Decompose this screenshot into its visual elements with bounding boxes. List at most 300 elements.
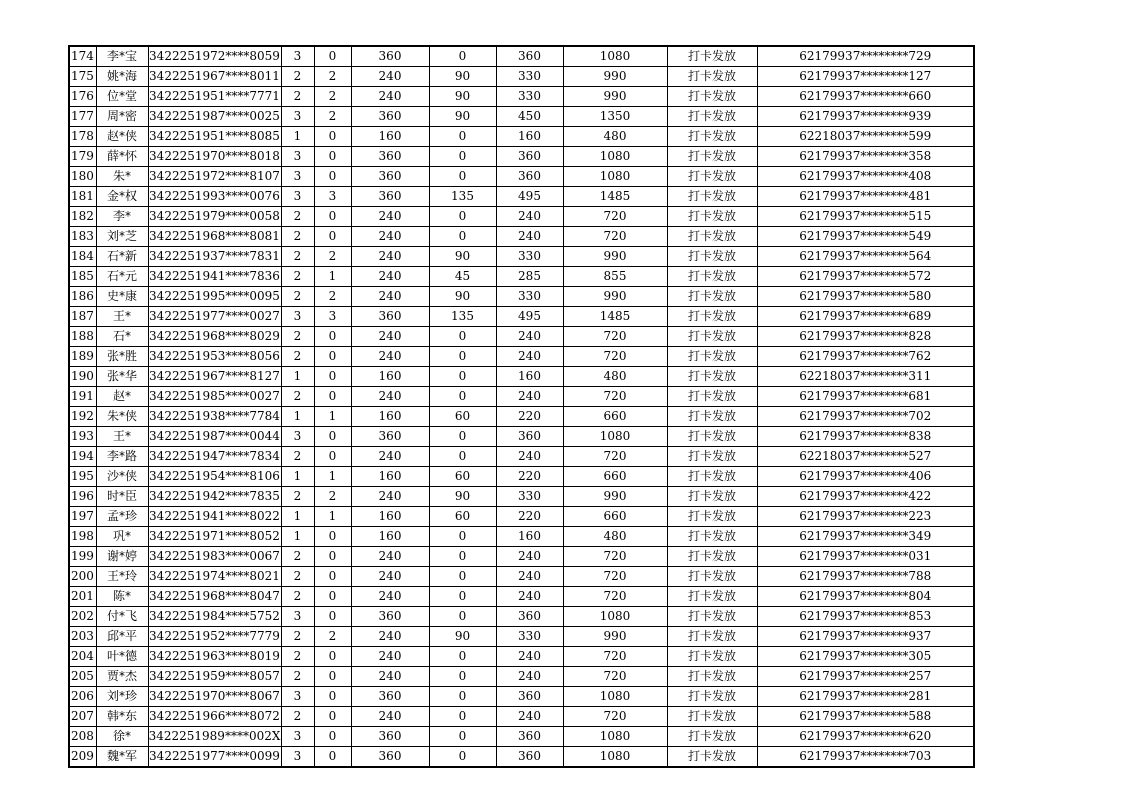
amount-e-cell: 240 (496, 387, 563, 407)
table-row (69, 307, 974, 327)
count-b-cell: 1 (314, 267, 351, 287)
count-a-cell: 3 (281, 307, 314, 327)
amount-e-cell: 360 (496, 607, 563, 627)
amount-d-cell: 135 (429, 307, 496, 327)
count-b-cell: 0 (314, 607, 351, 627)
payment-method-cell: 打卡发放 (667, 227, 757, 247)
payment-method-cell: 打卡发放 (667, 447, 757, 467)
row-number-cell: 182 (69, 207, 96, 227)
count-a-cell: 1 (281, 467, 314, 487)
amount-c-cell: 160 (351, 527, 429, 547)
table-row (69, 367, 974, 387)
payment-method-cell: 打卡发放 (667, 387, 757, 407)
count-b-cell: 3 (314, 307, 351, 327)
amount-e-cell: 495 (496, 187, 563, 207)
count-b-cell: 0 (314, 327, 351, 347)
payment-method-cell: 打卡发放 (667, 667, 757, 687)
amount-total-cell: 720 (563, 667, 667, 687)
id-number-cell: 3422251942****7835 (148, 487, 281, 507)
amount-e-cell: 330 (496, 627, 563, 647)
row-number-cell: 175 (69, 67, 96, 87)
amount-total-cell: 720 (563, 387, 667, 407)
id-number-cell: 3422251972****8107 (148, 167, 281, 187)
table-row (69, 447, 974, 467)
table-row (69, 487, 974, 507)
amount-c-cell: 240 (351, 707, 429, 727)
amount-c-cell: 160 (351, 127, 429, 147)
payment-method-cell: 打卡发放 (667, 367, 757, 387)
amount-e-cell: 240 (496, 227, 563, 247)
person-name-cell: 李*路 (96, 447, 148, 467)
amount-e-cell: 240 (496, 647, 563, 667)
id-number-cell: 3422251995****0095 (148, 287, 281, 307)
table-row (69, 387, 974, 407)
payment-method-cell: 打卡发放 (667, 647, 757, 667)
amount-d-cell: 0 (429, 567, 496, 587)
amount-d-cell: 90 (429, 627, 496, 647)
amount-total-cell: 1080 (563, 46, 667, 67)
card-number-cell: 62179937********305 (757, 647, 974, 667)
amount-c-cell: 160 (351, 467, 429, 487)
count-b-cell: 2 (314, 627, 351, 647)
table-row (69, 607, 974, 627)
count-a-cell: 2 (281, 567, 314, 587)
person-name-cell: 李*宝 (96, 46, 148, 67)
amount-e-cell: 240 (496, 587, 563, 607)
id-number-cell: 3422251959****8057 (148, 667, 281, 687)
payment-method-cell: 打卡发放 (667, 707, 757, 727)
amount-d-cell: 0 (429, 227, 496, 247)
amount-c-cell: 360 (351, 147, 429, 167)
id-number-cell: 3422251963****8019 (148, 647, 281, 667)
count-a-cell: 2 (281, 707, 314, 727)
table-row (69, 227, 974, 247)
amount-e-cell: 240 (496, 667, 563, 687)
id-number-cell: 3422251967****8127 (148, 367, 281, 387)
row-number-cell: 190 (69, 367, 96, 387)
count-a-cell: 3 (281, 727, 314, 747)
table-row (69, 507, 974, 527)
count-a-cell: 1 (281, 507, 314, 527)
amount-d-cell: 90 (429, 87, 496, 107)
id-number-cell: 3422251951****8085 (148, 127, 281, 147)
count-b-cell: 0 (314, 127, 351, 147)
count-a-cell: 2 (281, 247, 314, 267)
id-number-cell: 3422251977****0099 (148, 747, 281, 768)
row-number-cell: 176 (69, 87, 96, 107)
amount-total-cell: 720 (563, 347, 667, 367)
payment-method-cell: 打卡发放 (667, 147, 757, 167)
count-a-cell: 2 (281, 587, 314, 607)
id-number-cell: 3422251937****7831 (148, 247, 281, 267)
amount-e-cell: 240 (496, 347, 563, 367)
person-name-cell: 魏*军 (96, 747, 148, 768)
count-a-cell: 3 (281, 427, 314, 447)
amount-d-cell: 0 (429, 167, 496, 187)
amount-c-cell: 240 (351, 647, 429, 667)
table-row (69, 287, 974, 307)
payment-method-cell: 打卡发放 (667, 727, 757, 747)
amount-d-cell: 60 (429, 467, 496, 487)
amount-e-cell: 160 (496, 367, 563, 387)
amount-d-cell: 0 (429, 347, 496, 367)
payment-method-cell: 打卡发放 (667, 287, 757, 307)
row-number-cell: 188 (69, 327, 96, 347)
amount-d-cell: 0 (429, 527, 496, 547)
amount-c-cell: 240 (351, 567, 429, 587)
row-number-cell: 209 (69, 747, 96, 768)
row-number-cell: 195 (69, 467, 96, 487)
table-row (69, 647, 974, 667)
person-name-cell: 位*堂 (96, 87, 148, 107)
card-number-cell: 62179937********804 (757, 587, 974, 607)
count-b-cell: 0 (314, 647, 351, 667)
amount-d-cell: 0 (429, 647, 496, 667)
card-number-cell: 62179937********422 (757, 487, 974, 507)
payment-method-cell: 打卡发放 (667, 587, 757, 607)
row-number-cell: 180 (69, 167, 96, 187)
row-number-cell: 187 (69, 307, 96, 327)
count-b-cell: 0 (314, 367, 351, 387)
amount-total-cell: 720 (563, 327, 667, 347)
id-number-cell: 3422251968****8029 (148, 327, 281, 347)
amount-total-cell: 720 (563, 567, 667, 587)
card-number-cell: 62179937********549 (757, 227, 974, 247)
id-number-cell: 3422251987****0044 (148, 427, 281, 447)
person-name-cell: 邱*平 (96, 627, 148, 647)
count-a-cell: 3 (281, 687, 314, 707)
table-row (69, 87, 974, 107)
person-name-cell: 史*康 (96, 287, 148, 307)
count-b-cell: 0 (314, 427, 351, 447)
amount-e-cell: 330 (496, 287, 563, 307)
payment-method-cell: 打卡发放 (667, 427, 757, 447)
amount-d-cell: 0 (429, 607, 496, 627)
id-number-cell: 3422251970****8018 (148, 147, 281, 167)
amount-total-cell: 1485 (563, 307, 667, 327)
count-a-cell: 3 (281, 46, 314, 67)
count-b-cell: 0 (314, 727, 351, 747)
amount-c-cell: 240 (351, 547, 429, 567)
payment-method-cell: 打卡发放 (667, 207, 757, 227)
payment-method-cell: 打卡发放 (667, 507, 757, 527)
amount-c-cell: 240 (351, 87, 429, 107)
row-number-cell: 196 (69, 487, 96, 507)
row-number-cell: 199 (69, 547, 96, 567)
amount-c-cell: 240 (351, 287, 429, 307)
row-number-cell: 192 (69, 407, 96, 427)
count-a-cell: 2 (281, 487, 314, 507)
amount-d-cell: 90 (429, 107, 496, 127)
amount-d-cell: 0 (429, 367, 496, 387)
amount-total-cell: 720 (563, 227, 667, 247)
table-row (69, 467, 974, 487)
id-number-cell: 3422251968****8047 (148, 587, 281, 607)
person-name-cell: 赵*侠 (96, 127, 148, 147)
amount-c-cell: 240 (351, 347, 429, 367)
payment-method-cell: 打卡发放 (667, 107, 757, 127)
id-number-cell: 3422251970****8067 (148, 687, 281, 707)
count-b-cell: 0 (314, 707, 351, 727)
payment-method-cell: 打卡发放 (667, 87, 757, 107)
card-number-cell: 62179937********572 (757, 267, 974, 287)
person-name-cell: 付*飞 (96, 607, 148, 627)
count-b-cell: 2 (314, 287, 351, 307)
amount-d-cell: 0 (429, 127, 496, 147)
card-number-cell: 62179937********853 (757, 607, 974, 627)
card-number-cell: 62218037********599 (757, 127, 974, 147)
table-row (69, 427, 974, 447)
card-number-cell: 62179937********937 (757, 627, 974, 647)
id-number-cell: 3422251954****8106 (148, 467, 281, 487)
amount-total-cell: 1080 (563, 167, 667, 187)
person-name-cell: 巩* (96, 527, 148, 547)
card-number-cell: 62179937********681 (757, 387, 974, 407)
row-number-cell: 204 (69, 647, 96, 667)
count-b-cell: 2 (314, 87, 351, 107)
payment-method-cell: 打卡发放 (667, 407, 757, 427)
amount-d-cell: 90 (429, 487, 496, 507)
row-number-cell: 201 (69, 587, 96, 607)
count-b-cell: 3 (314, 187, 351, 207)
count-a-cell: 2 (281, 87, 314, 107)
card-number-cell: 62179937********660 (757, 87, 974, 107)
table-row (69, 46, 974, 67)
amount-total-cell: 1080 (563, 427, 667, 447)
amount-e-cell: 160 (496, 127, 563, 147)
count-a-cell: 2 (281, 327, 314, 347)
count-a-cell: 1 (281, 367, 314, 387)
person-name-cell: 朱* (96, 167, 148, 187)
person-name-cell: 姚*海 (96, 67, 148, 87)
amount-total-cell: 990 (563, 287, 667, 307)
amount-c-cell: 240 (351, 387, 429, 407)
amount-total-cell: 480 (563, 527, 667, 547)
amount-total-cell: 1080 (563, 607, 667, 627)
amount-d-cell: 0 (429, 46, 496, 67)
table-row (69, 567, 974, 587)
row-number-cell: 186 (69, 287, 96, 307)
table-row (69, 727, 974, 747)
amount-d-cell: 0 (429, 427, 496, 447)
amount-c-cell: 240 (351, 667, 429, 687)
table-row (69, 627, 974, 647)
payment-method-cell: 打卡发放 (667, 627, 757, 647)
person-name-cell: 孟*珍 (96, 507, 148, 527)
amount-c-cell: 240 (351, 207, 429, 227)
card-number-cell: 62179937********939 (757, 107, 974, 127)
row-number-cell: 174 (69, 46, 96, 67)
card-number-cell: 62179937********349 (757, 527, 974, 547)
amount-d-cell: 90 (429, 67, 496, 87)
count-b-cell: 2 (314, 487, 351, 507)
payment-method-cell: 打卡发放 (667, 127, 757, 147)
amount-e-cell: 360 (496, 427, 563, 447)
person-name-cell: 石*新 (96, 247, 148, 267)
table-row (69, 127, 974, 147)
table-row (69, 147, 974, 167)
count-b-cell: 0 (314, 147, 351, 167)
card-number-cell: 62179937********703 (757, 747, 974, 768)
count-b-cell: 0 (314, 547, 351, 567)
table-row (69, 527, 974, 547)
row-number-cell: 206 (69, 687, 96, 707)
amount-c-cell: 360 (351, 187, 429, 207)
count-b-cell: 0 (314, 347, 351, 367)
amount-c-cell: 360 (351, 46, 429, 67)
amount-c-cell: 240 (351, 327, 429, 347)
card-number-cell: 62179937********729 (757, 46, 974, 67)
table-row (69, 267, 974, 287)
count-b-cell: 0 (314, 567, 351, 587)
id-number-cell: 3422251951****7771 (148, 87, 281, 107)
row-number-cell: 207 (69, 707, 96, 727)
person-name-cell: 王* (96, 427, 148, 447)
amount-total-cell: 1350 (563, 107, 667, 127)
id-number-cell: 3422251987****0025 (148, 107, 281, 127)
amount-c-cell: 240 (351, 227, 429, 247)
person-name-cell: 朱*侠 (96, 407, 148, 427)
count-a-cell: 3 (281, 747, 314, 768)
card-number-cell: 62179937********127 (757, 67, 974, 87)
card-number-cell: 62179937********702 (757, 407, 974, 427)
amount-total-cell: 990 (563, 67, 667, 87)
person-name-cell: 沙*侠 (96, 467, 148, 487)
payment-method-cell: 打卡发放 (667, 187, 757, 207)
count-b-cell: 0 (314, 527, 351, 547)
amount-total-cell: 720 (563, 547, 667, 567)
count-b-cell: 0 (314, 207, 351, 227)
amount-c-cell: 240 (351, 487, 429, 507)
count-a-cell: 1 (281, 127, 314, 147)
person-name-cell: 金*权 (96, 187, 148, 207)
id-number-cell: 3422251941****8022 (148, 507, 281, 527)
amount-total-cell: 990 (563, 487, 667, 507)
card-number-cell: 62179937********406 (757, 467, 974, 487)
table-row (69, 247, 974, 267)
amount-e-cell: 360 (496, 747, 563, 768)
amount-c-cell: 240 (351, 627, 429, 647)
amount-e-cell: 450 (496, 107, 563, 127)
card-number-cell: 62179937********515 (757, 207, 974, 227)
id-number-cell: 3422251953****8056 (148, 347, 281, 367)
count-a-cell: 2 (281, 387, 314, 407)
person-name-cell: 周*密 (96, 107, 148, 127)
id-number-cell: 3422251941****7836 (148, 267, 281, 287)
amount-total-cell: 480 (563, 367, 667, 387)
amount-e-cell: 220 (496, 407, 563, 427)
amount-d-cell: 0 (429, 587, 496, 607)
table-row (69, 687, 974, 707)
count-b-cell: 1 (314, 407, 351, 427)
card-number-cell: 62179937********481 (757, 187, 974, 207)
card-number-cell: 62218037********311 (757, 367, 974, 387)
amount-d-cell: 45 (429, 267, 496, 287)
table-row (69, 167, 974, 187)
amount-total-cell: 855 (563, 267, 667, 287)
row-number-cell: 184 (69, 247, 96, 267)
card-number-cell: 62179937********408 (757, 167, 974, 187)
count-a-cell: 3 (281, 167, 314, 187)
id-number-cell: 3422251989****002X (148, 727, 281, 747)
row-number-cell: 189 (69, 347, 96, 367)
count-a-cell: 2 (281, 267, 314, 287)
person-name-cell: 张*华 (96, 367, 148, 387)
amount-e-cell: 495 (496, 307, 563, 327)
person-name-cell: 王*玲 (96, 567, 148, 587)
person-name-cell: 韩*东 (96, 707, 148, 727)
amount-d-cell: 0 (429, 147, 496, 167)
person-name-cell: 石*元 (96, 267, 148, 287)
table-row (69, 707, 974, 727)
row-number-cell: 178 (69, 127, 96, 147)
count-b-cell: 0 (314, 227, 351, 247)
payment-method-cell: 打卡发放 (667, 547, 757, 567)
amount-c-cell: 360 (351, 307, 429, 327)
count-b-cell: 0 (314, 167, 351, 187)
amount-c-cell: 240 (351, 587, 429, 607)
amount-e-cell: 240 (496, 547, 563, 567)
card-number-cell: 62179937********828 (757, 327, 974, 347)
count-b-cell: 0 (314, 447, 351, 467)
id-number-cell: 3422251966****8072 (148, 707, 281, 727)
amount-c-cell: 360 (351, 107, 429, 127)
amount-e-cell: 240 (496, 207, 563, 227)
amount-e-cell: 330 (496, 247, 563, 267)
amount-d-cell: 0 (429, 207, 496, 227)
count-a-cell: 2 (281, 67, 314, 87)
table-row (69, 587, 974, 607)
amount-d-cell: 0 (429, 707, 496, 727)
payment-method-cell: 打卡发放 (667, 467, 757, 487)
count-a-cell: 2 (281, 207, 314, 227)
amount-d-cell: 0 (429, 547, 496, 567)
amount-total-cell: 720 (563, 707, 667, 727)
person-name-cell: 徐* (96, 727, 148, 747)
row-number-cell: 193 (69, 427, 96, 447)
table-row (69, 67, 974, 87)
amount-e-cell: 330 (496, 487, 563, 507)
payment-method-cell: 打卡发放 (667, 687, 757, 707)
card-number-cell: 62179937********580 (757, 287, 974, 307)
payment-method-cell: 打卡发放 (667, 607, 757, 627)
id-number-cell: 3422251947****7834 (148, 447, 281, 467)
card-number-cell: 62179937********838 (757, 427, 974, 447)
count-a-cell: 2 (281, 227, 314, 247)
row-number-cell: 194 (69, 447, 96, 467)
amount-c-cell: 240 (351, 447, 429, 467)
amount-c-cell: 360 (351, 727, 429, 747)
id-number-cell: 3422251974****8021 (148, 567, 281, 587)
row-number-cell: 177 (69, 107, 96, 127)
amount-c-cell: 160 (351, 367, 429, 387)
count-a-cell: 3 (281, 107, 314, 127)
amount-e-cell: 360 (496, 46, 563, 67)
amount-total-cell: 720 (563, 647, 667, 667)
row-number-cell: 185 (69, 267, 96, 287)
id-number-cell: 3422251984****5752 (148, 607, 281, 627)
card-number-cell: 62179937********620 (757, 727, 974, 747)
amount-c-cell: 240 (351, 267, 429, 287)
count-b-cell: 2 (314, 247, 351, 267)
id-number-cell: 3422251985****0027 (148, 387, 281, 407)
card-number-cell: 62179937********588 (757, 707, 974, 727)
count-b-cell: 0 (314, 687, 351, 707)
amount-total-cell: 990 (563, 87, 667, 107)
count-a-cell: 2 (281, 447, 314, 467)
table-row (69, 407, 974, 427)
table-row (69, 207, 974, 227)
